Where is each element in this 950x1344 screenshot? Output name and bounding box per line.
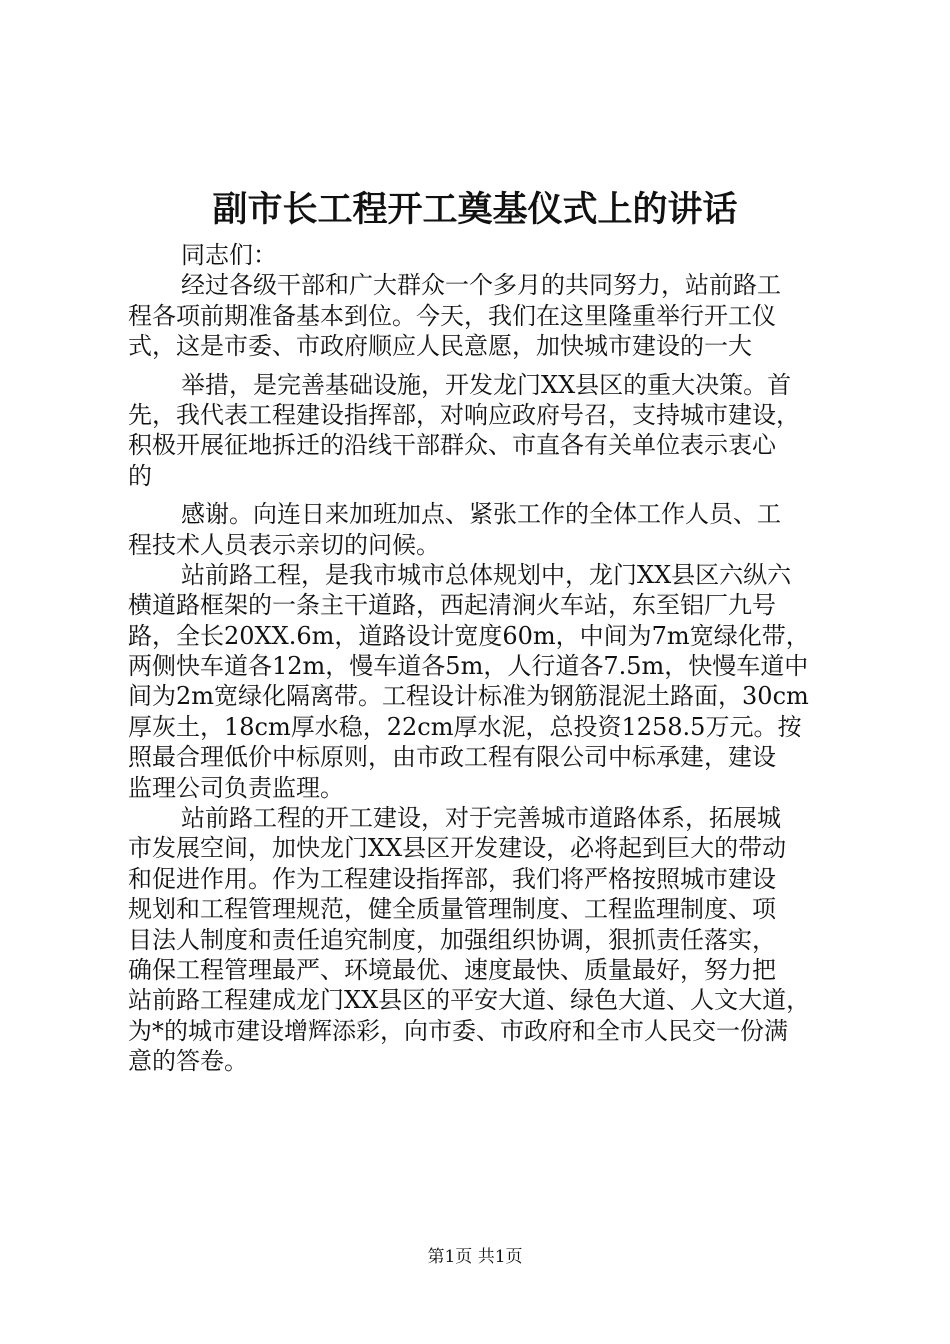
paragraph-line: 监理公司负责监理。	[128, 773, 344, 802]
paragraph-line: 间为2m宽绿化隔离带。工程设计标准为钢筋混泥土路面，30cm	[128, 682, 809, 711]
paragraph-line: 先，我代表工程建设指挥部，对响应政府号召，支持城市建设，	[128, 400, 800, 429]
paragraph-line: 经过各级干部和广大群众一个多月的共同努力，站前路工	[181, 271, 781, 300]
paragraph-line: 目法人制度和责任追究制度，加强组织协调，狠抓责任落实，	[128, 925, 776, 954]
paragraph-line: 站前路工程的开工建设，对于完善城市道路体系，拓展城	[181, 804, 781, 833]
paragraph-line: 意的答卷。	[128, 1047, 248, 1076]
document-title: 副市长工程开工奠基仪式上的讲话	[212, 189, 738, 230]
paragraph-line: 横道路框架的一条主干道路，西起清涧火车站，东至铝厂九号	[128, 591, 776, 620]
paragraph-line: 为*的城市建设增辉添彩，向市委、市政府和全市人民交一份满	[128, 1016, 788, 1045]
paragraph-line: 站前路工程，是我市城市总体规划中，龙门XX县区六纵六	[181, 560, 792, 589]
paragraph-line: 举措，是完善基础设施，开发龙门XX县区的重大决策。首	[181, 370, 792, 399]
paragraph-line: 程技术人员表示亲切的问候。	[128, 530, 440, 559]
document-body	[128, 240, 840, 1077]
paragraph-line: 积极开展征地拆迁的沿线干部群众、市直各有关单位表示衷心	[128, 431, 776, 460]
paragraph-line: 程各项前期准备基本到位。今天，我们在这里隆重举行开工仪	[128, 301, 776, 330]
paragraph-line: 规划和工程管理规范，健全质量管理制度、工程监理制度、项	[128, 895, 776, 924]
paragraph-line: 的	[128, 461, 152, 490]
paragraph-line: 感谢。向连日来加班加点、紧张工作的全体工作人员、工	[181, 500, 781, 529]
paragraph-line: 式，这是市委、市政府顺应人民意愿，加快城市建设的一大	[128, 332, 752, 361]
paragraph-line: 站前路工程建成龙门XX县区的平安大道、绿色大道、人文大道，	[128, 986, 811, 1015]
paragraph-line: 厚灰土，18cm厚水稳，22cm厚水泥，总投资1258.5万元。按	[128, 712, 802, 741]
paragraph-line: 确保工程管理最严、环境最优、速度最快、质量最好，努力把	[128, 955, 776, 984]
paragraph-line: 照最合理低价中标原则，由市政工程有限公司中标承建，建设	[128, 743, 776, 772]
salutation: 同志们：	[181, 241, 277, 269]
page-footer: 第1页 共1页	[427, 1247, 523, 1267]
paragraph-line: 路，全长20XX.6m，道路设计宽度60m，中间为7m宽绿化带，	[128, 621, 810, 650]
paragraph-line: 和促进作用。作为工程建设指挥部，我们将严格按照城市建设	[128, 864, 776, 893]
paragraph-line: 两侧快车道各12m，慢车道各5m，人行道各7.5m，快慢车道中	[128, 652, 809, 681]
paragraph-line: 市发展空间，加快龙门XX县区开发建设，必将起到巨大的带动	[128, 834, 787, 863]
